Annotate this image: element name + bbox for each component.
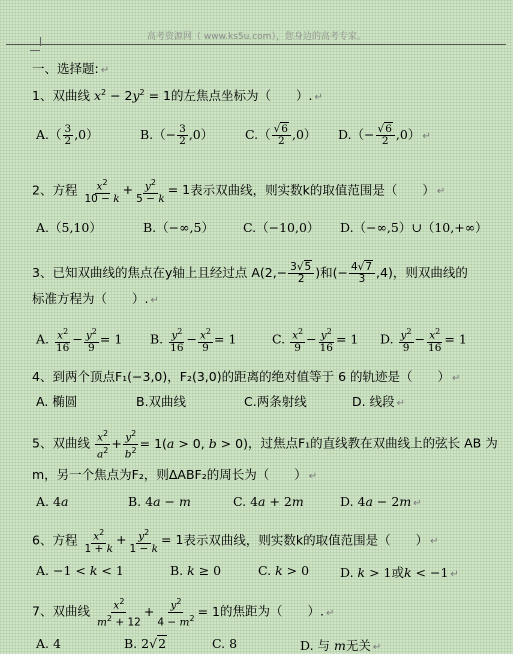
question-text: 到两个顶点F₁(−3,0)，F₂(3,0)的距离的绝对值等于 6 的轨迹是（ ）	[52, 369, 450, 384]
paragraph-mark-icon: ↵	[396, 398, 405, 409]
question-text: 双曲线	[52, 435, 90, 451]
option-a: A. 4	[36, 636, 61, 651]
question-text: 的焦距为（ ）.	[219, 603, 324, 619]
option-d: D. $\frac{y^2}{9}$ − $\frac{x^2}{16}$ = 1	[380, 327, 467, 354]
option-d: D. 与 m无关 ↵	[300, 638, 382, 653]
question-text: 双曲线	[52, 603, 90, 619]
option-c: C.两条射线	[244, 394, 307, 409]
option-b: B. 4a − m	[128, 494, 191, 509]
question-text: ，过焦点F₁的直线教在双曲线上的弦长 AB 为	[247, 435, 498, 451]
option-b: B. $\frac{y^2}{16}$ − $\frac{x^2}{9}$ = 1	[150, 327, 237, 354]
question-3	[32, 262, 503, 285]
question-text: 已知双曲线的焦点在y轴上且经过点	[52, 265, 248, 280]
option-c: C. k > 0	[258, 563, 310, 578]
question-text: 方程	[52, 532, 78, 548]
question-text: 表示双曲线，则实数k的取值范围是（ ）	[190, 182, 435, 198]
paragraph-mark-icon: ↵	[422, 131, 431, 142]
option-a: A. −1 < k < 1	[36, 563, 124, 578]
option-a: A.（ $\frac{3}{2}$ ,0）	[36, 123, 99, 147]
question-text: 标准方程为（ ）.	[32, 291, 149, 306]
question-7	[32, 596, 503, 628]
option-a: A.（5,10）	[36, 220, 102, 235]
question-number: 6、	[32, 532, 53, 548]
question-number: 1、	[32, 88, 53, 104]
option-b: B.（−∞,5）	[143, 220, 214, 235]
question-number: 3、	[32, 265, 53, 280]
paragraph-mark-icon: ↵	[430, 536, 439, 548]
paragraph-mark-icon: ↵	[150, 295, 159, 306]
question-5-line-2	[32, 468, 503, 484]
question-4-options	[36, 395, 503, 411]
margin-corner-mark	[30, 50, 40, 51]
question-number: 4、	[32, 369, 53, 384]
question-number: 2、	[32, 182, 53, 198]
margin-corner-mark	[40, 37, 41, 46]
option-c: C. $\frac{x^2}{9}$ − $\frac{y^2}{16}$ = 1	[272, 327, 359, 354]
option-c: C. 4a + 2m	[233, 494, 304, 509]
question-text: 方程	[52, 182, 78, 198]
paragraph-mark-icon: ↵	[314, 92, 323, 104]
formula: $\frac{x^2}{10 - k}$ + $\frac{y^2}{5 - k}$ = 1	[84, 178, 191, 205]
question-3-line-2	[32, 292, 503, 308]
question-4	[32, 370, 503, 386]
question-number: 5、	[32, 435, 53, 451]
option-a: A. 4a	[36, 494, 69, 509]
question-text: 双曲线	[52, 88, 90, 104]
option-d: D.（− $\frac{√6}{2}$ ,0） ↵	[338, 123, 431, 147]
option-d: D. 4a − 2m ↵	[340, 494, 422, 509]
formula: $\frac{x^2}{a^2}$ + $\frac{y^2}{b^2}$ = 1(a > 0, b > 0)	[96, 429, 248, 460]
paragraph-mark-icon: ↵	[325, 607, 335, 619]
paragraph-mark-icon: ↵	[450, 569, 459, 580]
option-a: A. $\frac{x^2}{16}$ − $\frac{y^2}{9}$ = 1	[36, 327, 123, 354]
page-header-text: 高考资源网（ www.ks5u.com），您身边的高考专家。	[147, 32, 366, 42]
paragraph-mark-icon: ↵	[372, 642, 382, 653]
question-2	[32, 177, 503, 205]
option-b: B. k ≥ 0	[170, 563, 222, 578]
question-text: m，另一个焦点为F₂，则ΔABF₂的周长为（ ）	[32, 467, 307, 482]
paragraph-mark-icon: ↵	[100, 65, 110, 76]
formula: $x^2 - 2y^2 = 1$	[93, 88, 172, 104]
paragraph-mark-icon: ↵	[452, 373, 461, 384]
option-b: B.（− $\frac{3}{2}$ ,0）	[140, 123, 214, 147]
option-b: B.双曲线	[136, 394, 187, 409]
question-text: ，则双曲线的	[392, 265, 468, 280]
section-title: 一、选择题:	[32, 61, 99, 76]
question-number: 7、	[32, 603, 53, 619]
question-text: 表示双曲线，则实数k的取值范围是（ ）	[183, 532, 429, 548]
formula: A(2,− $\frac{3√5}{2}$ )和(− $\frac{4√7}{3}$ ,4)	[251, 261, 393, 285]
paragraph-mark-icon: ↵	[413, 498, 422, 509]
question-text: 的左焦点坐标为（ ）.	[171, 88, 313, 104]
formula: $\frac{x^2}{m^2 + 12}$ + $\frac{y^2}{4 - m^2}$ = 1	[96, 597, 220, 628]
option-b: B. 2√2	[124, 636, 167, 651]
question-1	[32, 86, 503, 105]
header-rule	[6, 44, 506, 45]
question-6	[32, 527, 503, 555]
paragraph-mark-icon: ↵	[436, 186, 446, 198]
option-c: C.（−10,0）	[243, 220, 320, 235]
option-c: C. 8	[212, 636, 238, 651]
formula: $\frac{x^2}{1 + k}$ + $\frac{y^2}{1 - k}$ = 1	[84, 528, 184, 555]
question-5	[32, 428, 503, 460]
option-d: D.（−∞,5）∪（10,+∞）	[340, 220, 488, 235]
option-a: A. 椭圆	[36, 394, 78, 409]
section-title-row	[32, 62, 503, 78]
option-d: D. 线段	[352, 394, 395, 409]
option-d: D. k > 1或k < −1 ↵	[340, 565, 459, 580]
paragraph-mark-icon: ↵	[308, 471, 318, 482]
option-c: C.（ $\frac{√6}{2}$ ,0）	[245, 123, 317, 147]
